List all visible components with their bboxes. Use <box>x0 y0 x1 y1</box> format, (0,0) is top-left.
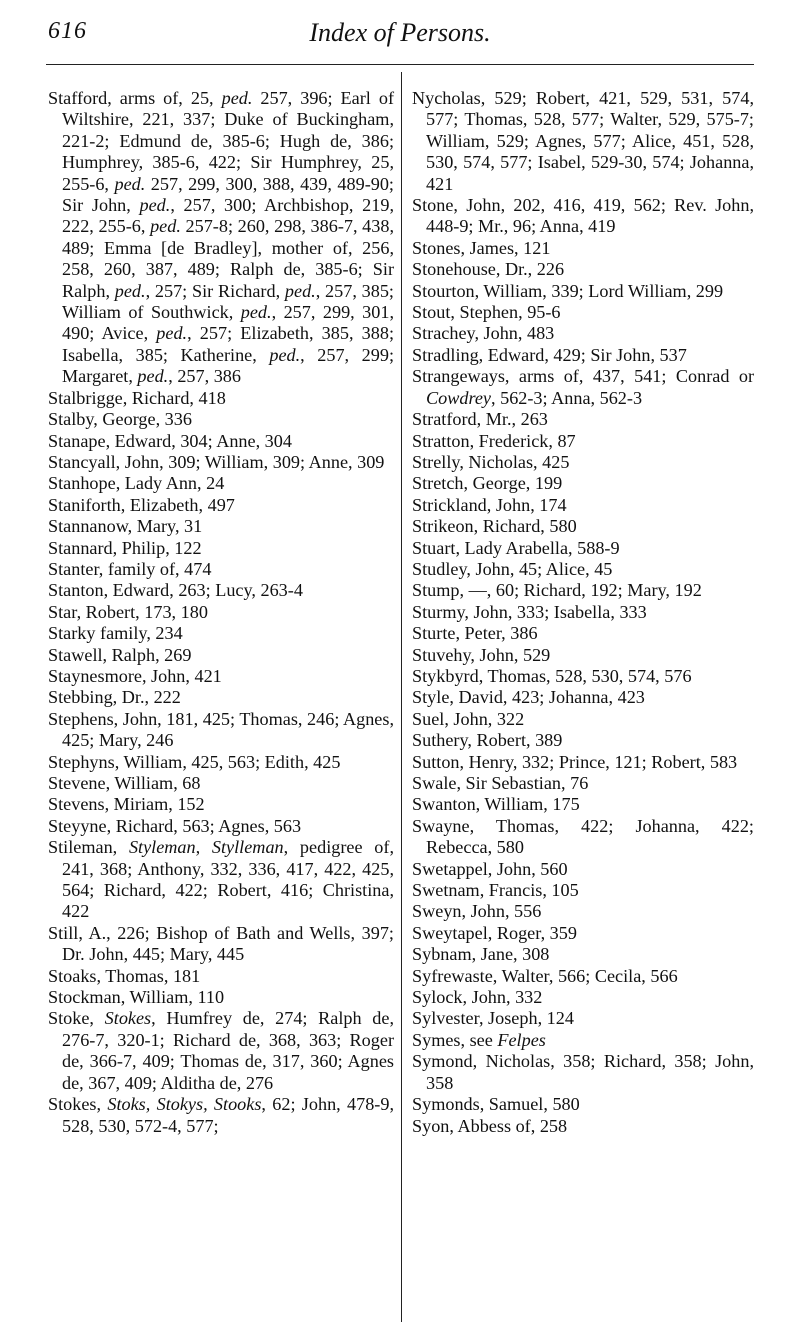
index-entry: Stockman, William, 110 <box>48 987 225 1008</box>
index-entry: Swetnam, Francis, 105 <box>412 880 579 901</box>
index-entry: Style, David, 423; Johanna, 423 <box>412 687 645 708</box>
index-entry: Swetappel, John, 560 <box>412 858 568 879</box>
index-entry: Stuart, Lady Arabella, 588-9 <box>412 537 620 558</box>
index-entry: Star, Robert, 173, 180 <box>48 601 208 622</box>
index-entry: Stump, —, 60; Richard, 192; Mary, 192 <box>412 580 702 601</box>
index-entry: Stanter, family of, 474 <box>48 558 212 579</box>
index-entry: Symonds, Samuel, 580 <box>412 1094 580 1115</box>
index-entry: Stafford, arms of, 25, ped. 257, 396; Earl of Wiltshire, 221, 337; Duke of Buckingham, 221-2; Edmund de, 385-6; Hugh de, 386; Humphrey, 385-6, 422; Sir Humphrey, 25, 255-6, ped. 257, 299, 300, 388, 439, 489-90; Sir John, ped., 257, 300; Archbishop, 219, 222, 255-6, ped. 257-8; 260, 298, 386-7, 438, 489; Emma [de Bradley], mother of, 256, 258, 260, 387, 489; Ralph de, 385-6; Sir Ralph, ped., 257; Sir Richard, ped., 257, 385; William of Southwick, ped., 257, 299, 301, 490; Avice, ped., 257; Elizabeth, 385, 388; Isabella, 385; Katherine, ped., 257, 299; Margaret, ped., 257, 386 <box>48 88 395 387</box>
index-entry: Syon, Abbess of, 258 <box>412 1115 568 1136</box>
index-entry: Starky family, 234 <box>48 623 183 644</box>
index-entry: Nycholas, 529; Robert, 421, 529, 531, 574, 577; Thomas, 528, 577; Walter, 529, 575-7; William, 529; Agnes, 577; Alice, 451, 528, 530, 574, 577; Isabel, 529-30, 574; Johanna, 421 <box>412 88 754 194</box>
index-entry: Stannanow, Mary, 31 <box>48 516 203 537</box>
index-entry: Stebbing, Dr., 222 <box>48 687 181 708</box>
index-entry: Stratton, Frederick, 87 <box>412 430 576 451</box>
index-entry: Stephens, John, 181, 425; Thomas, 246; Agnes, 425; Mary, 246 <box>48 708 394 751</box>
index-entry: Stratford, Mr., 263 <box>412 409 548 430</box>
index-entry: Symes, see Felpes <box>412 1029 546 1050</box>
index-entry: Studley, John, 45; Alice, 45 <box>412 558 613 579</box>
index-entry: Stancyall, John, 309; William, 309; Anne, 309 <box>48 451 385 472</box>
column-divider <box>401 72 402 1322</box>
index-entry: Stretch, George, 199 <box>412 473 563 494</box>
index-entry: Stileman, Styleman, Stylleman, pedigree of, 241, 368; Anthony, 332, 336, 417, 422, 425, 564; Richard, 422; Robert, 416; Christina, 422 <box>48 837 394 922</box>
index-entry: Suel, John, 322 <box>412 708 525 729</box>
index-entry: Sybnam, Jane, 308 <box>412 944 550 965</box>
index-entry: Strelly, Nicholas, 425 <box>412 451 570 472</box>
index-entry: Strikeon, Richard, 580 <box>412 516 577 537</box>
index-entry: Stannard, Philip, 122 <box>48 537 202 558</box>
index-entry: Sylock, John, 332 <box>412 987 543 1008</box>
header-rule <box>46 64 754 65</box>
index-entry: Still, A., 226; Bishop of Bath and Wells, 397; Dr. John, 445; Mary, 445 <box>48 922 394 965</box>
index-entry: Sturmy, John, 333; Isabella, 333 <box>412 601 647 622</box>
index-entry: Stokes, Stoks, Stokys, Stooks, 62; John, 478-9, 528, 530, 572-4, 577; <box>48 1094 394 1136</box>
index-entry: Suthery, Robert, 389 <box>412 730 563 751</box>
index-entry: Strickland, John, 174 <box>412 494 567 515</box>
page-header <box>48 14 752 54</box>
index-entry: Stephyns, William, 425, 563; Edith, 425 <box>48 751 341 772</box>
index-entry: Stoke, Stokes, Humfrey de, 274; Ralph de, 276-7, 320-1; Richard de, 368, 363; Roger de, 366-7, 409; Thomas de, 317, 360; Agnes de, 367, 409; Alditha de, 276 <box>48 1008 394 1093</box>
page-number: 616 <box>48 18 87 44</box>
index-entry: Stones, James, 121 <box>412 237 551 258</box>
index-entry: Swale, Sir Sebastian, 76 <box>412 773 589 793</box>
index-entry: Sutton, Henry, 332; Prince, 121; Robert, 583 <box>412 751 738 772</box>
index-entry: Stanton, Edward, 263; Lucy, 263-4 <box>48 580 303 601</box>
index-entry: Swanton, William, 175 <box>412 794 580 815</box>
index-entry: Stawell, Ralph, 269 <box>48 644 192 665</box>
index-entry: Staniforth, Elizabeth, 497 <box>48 494 235 515</box>
index-entry: Strachey, John, 483 <box>412 323 555 344</box>
index-entry: Symond, Nicholas, 358; Richard, 358; John, 358 <box>412 1051 754 1093</box>
index-entry: Staynesmore, John, 421 <box>48 665 222 686</box>
index-entry: Stonehouse, Dr., 226 <box>412 259 565 280</box>
index-entry: Stourton, William, 339; Lord William, 299 <box>412 280 724 301</box>
index-entry: Sturte, Peter, 386 <box>412 623 538 644</box>
index-entry: Syfrewaste, Walter, 566; Cecila, 566 <box>412 965 678 986</box>
index-entry: Stanhope, Lady Ann, 24 <box>48 473 225 494</box>
index-entry: Stykbyrd, Thomas, 528, 530, 574, 576 <box>412 665 692 686</box>
index-entry: Sweytapel, Roger, 359 <box>412 922 577 943</box>
index-entry: Strangeways, arms of, 437, 541; Conrad or Cowdrey, 562-3; Anna, 562-3 <box>412 366 754 408</box>
index-column-left <box>48 88 394 1137</box>
index-entry: Stevene, William, 68 <box>48 773 201 793</box>
index-entry: Stradling, Edward, 429; Sir John, 537 <box>412 344 687 365</box>
index-entry: Steyyne, Richard, 563; Agnes, 563 <box>48 815 302 836</box>
index-entry: Stanape, Edward, 304; Anne, 304 <box>48 430 292 451</box>
index-column-right <box>412 88 754 1137</box>
index-entry: Swayne, Thomas, 422; Johanna, 422; Rebecca, 580 <box>412 815 754 858</box>
running-title: Index of Persons. <box>309 18 491 47</box>
index-entry: Stalbrigge, Richard, 418 <box>48 387 226 408</box>
index-entry: Sylvester, Joseph, 124 <box>412 1008 574 1029</box>
index-entry: Stone, John, 202, 416, 419, 562; Rev. John, 448-9; Mr., 96; Anna, 419 <box>412 195 754 237</box>
index-entry: Stuvehy, John, 529 <box>412 644 551 665</box>
index-entry: Stalby, George, 336 <box>48 409 192 430</box>
index-entry: Sweyn, John, 556 <box>412 901 542 922</box>
index-entry: Stoaks, Thomas, 181 <box>48 965 201 986</box>
index-entry: Stout, Stephen, 95-6 <box>412 302 561 323</box>
index-entry: Stevens, Miriam, 152 <box>48 794 205 815</box>
